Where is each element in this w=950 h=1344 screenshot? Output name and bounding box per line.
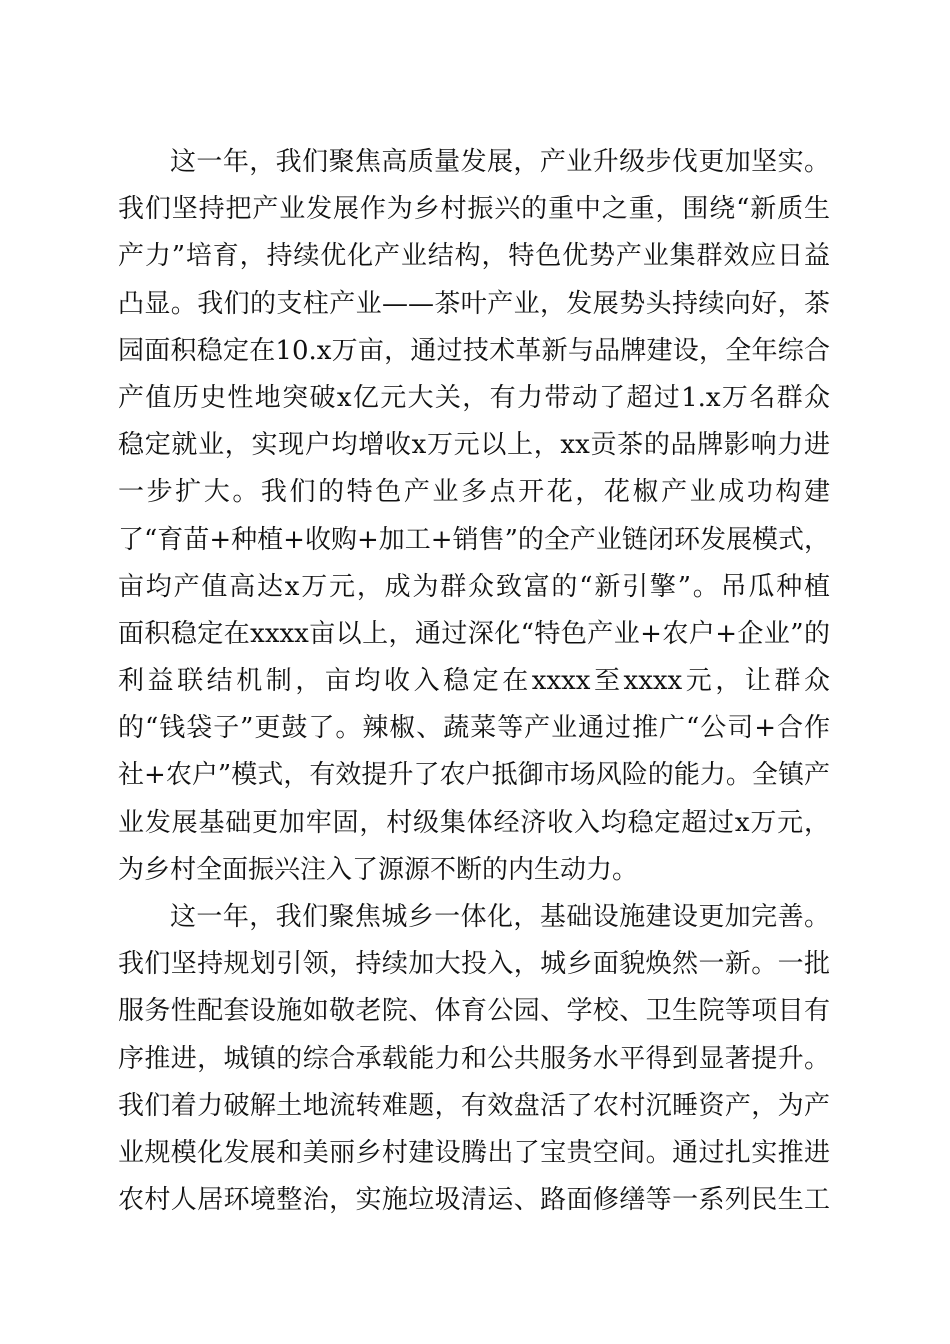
paragraph-2-line-7: 农村人居环境整治，实施垃圾清运、路面修缮等一系列民生工: [118, 1185, 830, 1216]
paragraph-1-line-5: 园面积稳定在10.x万亩，通过技术革新与品牌建设，全年综合: [118, 335, 830, 366]
paragraph-1-line-10: 亩均产值高达x万元，成为群众致富的“新引擎”。吊瓜种植: [118, 571, 830, 602]
paragraph-2-line-6: 业规模化发展和美丽乡村建设腾出了宝贵空间。通过扎实推进: [118, 1137, 830, 1168]
paragraph-2-line-2: 我们坚持规划引领，持续加大投入，城乡面貌焕然一新。一批: [118, 949, 830, 980]
paragraph-1-line-12: 利益联结机制，亩均收入稳定在xxxx至xxxx元，让群众: [118, 666, 830, 697]
paragraph-1-line-2: 我们坚持把产业发展作为乡村振兴的重中之重，围绕“新质生: [118, 194, 830, 225]
paragraph-1-line-8: 一步扩大。我们的特色产业多点开花，花椒产业成功构建: [118, 477, 830, 508]
paragraph-2-line-5: 我们着力破解土地流转难题，有效盘活了农村沉睡资产，为产: [118, 1090, 830, 1121]
paragraph-1-line-7: 稳定就业，实现户均增收x万元以上，xx贡茶的品牌影响力进: [118, 430, 830, 461]
paragraph-1-line-14: 社+农户”模式，有效提升了农户抵御市场风险的能力。全镇产: [118, 760, 830, 791]
paragraph-1-line-16: 为乡村全面振兴注入了源源不断的内生动力。: [118, 854, 639, 885]
paragraph-1-line-15: 业发展基础更加牢固，村级集体经济收入均稳定超过x万元，: [118, 807, 830, 838]
paragraph-1-line-9: 了“育苗+种植+收购+加工+销售”的全产业链闭环发展模式，: [118, 524, 830, 555]
paragraph-2-line-1: 这一年，我们聚焦城乡一体化，基础设施建设更加完善。: [170, 902, 830, 932]
document-body: [118, 139, 830, 1224]
paragraph-1-line-13: 的“钱袋子”更鼓了。辣椒、蔬菜等产业通过推广“公司+合作: [118, 713, 830, 744]
paragraph-1-line-4: 凸显。我们的支柱产业——茶叶产业，发展势头持续向好，茶: [118, 288, 830, 319]
paragraph-2-line-3: 服务性配套设施如敬老院、体育公园、学校、卫生院等项目有: [118, 996, 830, 1027]
paragraph-2-line-4: 序推进，城镇的综合承载能力和公共服务水平得到显著提升。: [118, 1043, 830, 1074]
paragraph-1-line-3: 产力”培育，持续优化产业结构，特色优势产业集群效应日益: [118, 241, 830, 272]
paragraph-1-line-11: 面积稳定在xxxx亩以上，通过深化“特色产业+农户+企业”的: [118, 618, 830, 649]
paragraph-1-line-6: 产值历史性地突破x亿元大关，有力带动了超过1.x万名群众: [118, 382, 830, 413]
paragraph-1-line-1: 这一年，我们聚焦高质量发展，产业升级步伐更加坚实。: [170, 147, 830, 177]
